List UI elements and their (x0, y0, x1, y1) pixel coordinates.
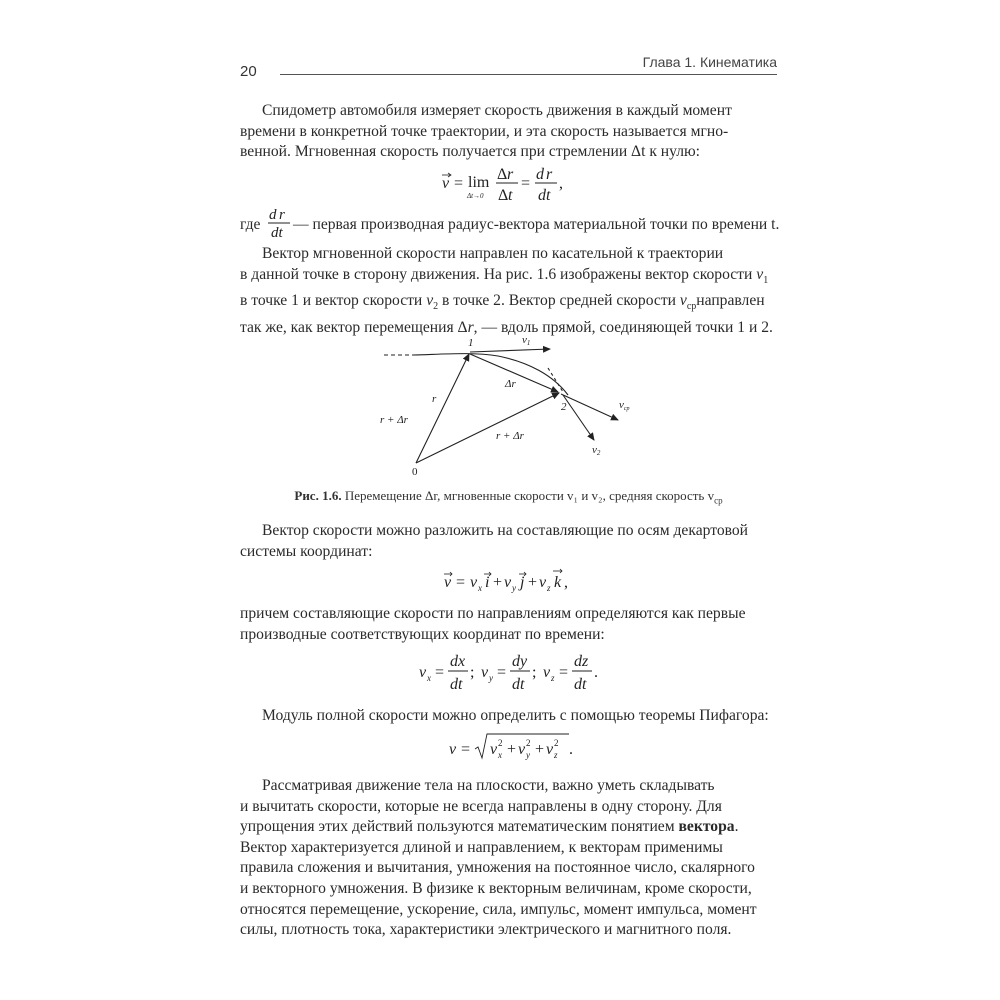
svg-text:+: + (507, 741, 517, 758)
svg-text:;: ; (470, 664, 475, 681)
svg-text:+: + (528, 574, 538, 591)
text-fragment: направлен (696, 292, 765, 310)
r-label: r (432, 393, 437, 405)
svg-text:v: v (449, 741, 457, 758)
svg-text:dx: dx (450, 653, 466, 670)
svg-text:dt: dt (450, 676, 463, 693)
text-line: системы координат: (240, 542, 373, 560)
text-line: времени в конкретной точке траектории, и эта скорость называется мгно- (240, 122, 729, 140)
svg-text:v: v (470, 574, 478, 591)
text-line: производные соответствующих координат по времени: (240, 625, 605, 643)
text-line: относятся перемещение, ускорение, сила, импульс, момент импульса, момент (240, 900, 757, 918)
svg-text:v: v (490, 741, 498, 758)
svg-text:dt: dt (538, 187, 551, 204)
text-fragment: , — вдоль прямой, соединяющей точки 1 и 2. (473, 319, 773, 336)
svg-text:d: d (269, 207, 277, 223)
text-line: так же, как вектор перемещения Δr, — вдоль прямой, соединяющей точки 1 и 2. (240, 319, 773, 336)
text-line: причем составляющие скорости по направлениям определяются как первые (240, 605, 746, 622)
v2-label: v2 (592, 444, 601, 457)
svg-text:v: v (481, 664, 489, 681)
r-plus-dr-right-label: r + Δr (496, 430, 524, 442)
text-line: силы, плотность тока, характеристики электрического и магнитного поля. (240, 921, 732, 939)
svg-text:;: ; (532, 664, 537, 681)
chapter-title: Глава 1. Кинематика (642, 54, 777, 70)
figure-velocity-vectors (378, 330, 648, 480)
svg-text:t: t (508, 187, 513, 204)
svg-text:x: x (498, 750, 502, 760)
svg-text:r: r (279, 207, 285, 223)
svg-text:dt: dt (271, 225, 283, 240)
svg-text:+: + (535, 741, 545, 758)
fraction-dr-dt (267, 206, 293, 240)
svg-text:v: v (444, 574, 452, 591)
svg-text:v: v (518, 741, 526, 758)
text-line: в точке 1 и вектор скорости $v_2$ в точке 2. Вектор средней скорости $v_{ср}направлен$ (240, 292, 765, 313)
svg-text:=: = (559, 664, 569, 681)
paragraph-tangent-velocity (240, 244, 777, 339)
svg-text:r: r (546, 166, 553, 183)
text-line: Модуль полной скорости можно определить с помощью теоремы Пифагора: (262, 707, 769, 724)
svg-text:Δ: Δ (497, 166, 508, 183)
svg-text:z: z (551, 673, 555, 683)
text-line: упрощения этих действий пользуются математическим понятием вектора. (240, 818, 739, 836)
paragraph-decomposition (240, 521, 777, 562)
figure-caption-text: Перемещение Δr, мгновенные скорости v₁ и v₂, средняя скорость v (344, 488, 715, 503)
svg-text:=: = (497, 664, 507, 681)
text-fragment: упрощения этих действий пользуются математическим понятием (240, 818, 675, 836)
svg-text:2: 2 (554, 738, 559, 748)
svg-text:=: = (454, 175, 464, 192)
r-plus-dr-vector (416, 393, 559, 463)
svg-text:y: y (526, 750, 530, 760)
text-fragment: в данной точке в сторону движения. На рис. 1.6 изображены вектор скорости (240, 265, 753, 283)
point-1-label: 1 (468, 337, 474, 349)
text-line: венной. Мгновенная скорость получается при стремлении Δt к нулю: (240, 143, 701, 161)
svg-text:=: = (521, 175, 531, 192)
svg-text:.: . (594, 664, 598, 681)
text-fragment: — первая производная радиус-вектора материальной точки по времени t. (293, 216, 780, 233)
text-line: и векторного умножения. В физике к векторным величинам, кроме скорости, (240, 879, 752, 897)
svg-text:r: r (507, 166, 514, 183)
text-fragment: в точке 2. Вектор средней скорости (442, 292, 676, 310)
text-fragment: так же, как вектор перемещения (240, 319, 454, 336)
formula-modulus (445, 730, 585, 764)
lim-subscript: Δt→0 (467, 192, 484, 200)
svg-text:,: , (564, 574, 568, 591)
lim-text: lim (468, 174, 490, 191)
svg-text:v: v (543, 664, 551, 681)
figure-caption-sub: ср (714, 495, 723, 506)
paragraph-vectors (240, 776, 777, 941)
paragraph-derivatives (240, 604, 777, 645)
text-line: правила сложения и вычитания, умножения на постоянное число, скалярного (240, 859, 755, 877)
text-line: Вектор скорости можно разложить на составляющие по осям декартовой (262, 522, 749, 539)
bold-term-vector: вектора (678, 818, 735, 836)
trajectory-curve (413, 354, 568, 395)
svg-text:z: z (554, 750, 558, 760)
vavg-label: vср (619, 399, 630, 412)
text-line: в данной точке в сторону движения. На рис. 1.6 изображены вектор скорости $v_1$ (240, 265, 769, 286)
svg-text:j: j (520, 574, 525, 591)
derivative-definition-line (240, 206, 780, 240)
svg-text:v: v (539, 574, 547, 591)
svg-text:i: i (485, 574, 490, 591)
svg-text:k: k (554, 574, 562, 591)
svg-text:v: v (504, 574, 512, 591)
svg-text:=: = (461, 741, 471, 758)
formula-components (440, 568, 590, 596)
svg-text:,: , (559, 175, 563, 192)
svg-text:v: v (442, 175, 450, 192)
svg-text:dt: dt (512, 676, 525, 693)
figure-label: Рис. 1.6. (294, 488, 342, 503)
svg-text:2: 2 (498, 738, 503, 748)
svg-text:v: v (419, 664, 427, 681)
svg-text:Δ: Δ (498, 187, 509, 204)
v1-vector (470, 349, 550, 352)
svg-text:z: z (547, 583, 551, 593)
formula-instant-velocity (440, 162, 580, 212)
r-vector (416, 354, 469, 463)
svg-text:dz: dz (574, 653, 589, 670)
point-2-label: 2 (561, 401, 567, 413)
text-line: Рассматривая движение тела на плоскости, важно уметь складывать (262, 777, 715, 794)
text-fragment: где (240, 216, 261, 233)
vavg-vector (561, 394, 618, 420)
svg-text:dy: dy (512, 653, 528, 670)
text-line: Спидометр автомобиля измеряет скорость движения в каждый момент (262, 102, 732, 119)
svg-text:=: = (435, 664, 445, 681)
v1-label: v1 (522, 334, 531, 347)
svg-text:y: y (489, 673, 493, 683)
header-rule (280, 74, 777, 75)
svg-text:2: 2 (526, 738, 531, 748)
svg-text:d: d (536, 166, 544, 183)
svg-text:y: y (512, 583, 516, 593)
paragraph-speedometer (240, 101, 777, 163)
paragraph-pythagoras (240, 706, 777, 727)
text-line: Вектор мгновенной скорости направлен по касательной к траектории (262, 245, 724, 262)
svg-text:+: + (493, 574, 503, 591)
text-line: Вектор характеризуется длиной и направлением, к векторам применимы (240, 838, 723, 856)
r-plus-dr-left-label: r + Δr (380, 414, 408, 426)
svg-text:x: x (427, 673, 431, 683)
delta-r-label: Δr (505, 378, 516, 390)
formula-end-dot: . (569, 741, 573, 758)
svg-text:x: x (478, 583, 482, 593)
formula-coordinate-derivatives (415, 650, 605, 696)
figure-caption (240, 488, 777, 506)
svg-text:dt: dt (574, 676, 587, 693)
origin-label: 0 (412, 466, 418, 478)
svg-text:=: = (456, 574, 466, 591)
svg-text:v: v (546, 741, 554, 758)
page-number: 20 (240, 63, 257, 80)
text-fragment: в точке 1 и вектор скорости (240, 292, 423, 310)
text-line: и вычитать скорости, которые не всегда направлены в одну сторону. Для (240, 797, 722, 815)
